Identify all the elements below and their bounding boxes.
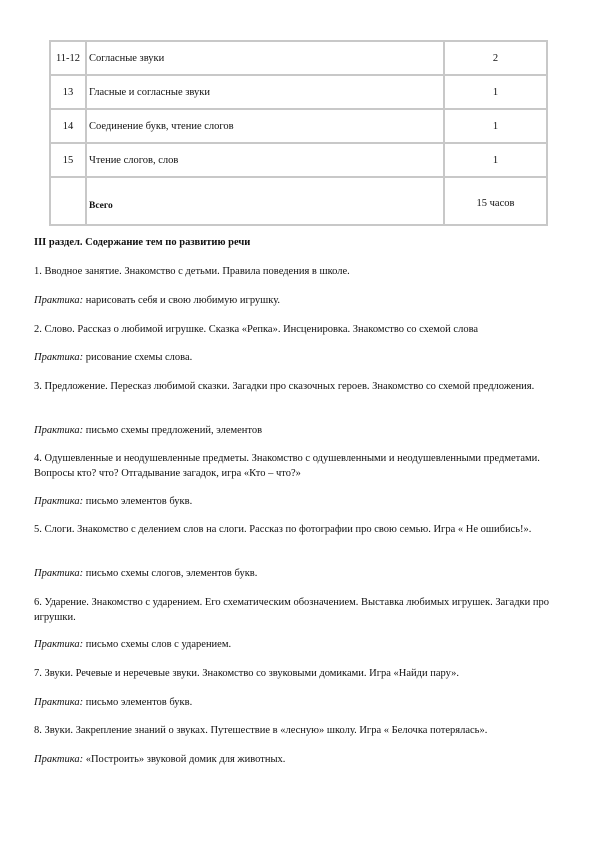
practice-text: рисование схемы слова. [83,352,193,363]
lesson-number: 14 [50,109,86,143]
table-row [50,143,547,177]
total-label: Всего [86,177,444,225]
topic-paragraph: 7. Звуки. Речевые и неречевые звуки. Знакомство со звуковыми домиками. Игра «Найди пару». [34,668,460,679]
practice-paragraph [34,293,564,308]
lesson-hours: 1 [444,75,547,109]
topic-paragraph: 6. Ударение. Знакомство с ударением. Его схематическим обозначением. Выставка любимых игрушек. Загадки про игрушки. [34,597,550,623]
practice-paragraph [34,752,564,767]
practice-paragraph [34,566,564,581]
lesson-hours: 2 [444,41,547,75]
lesson-number: 13 [50,75,86,109]
practice-paragraph [34,637,564,652]
practice-paragraph [34,494,564,509]
practice-text: письмо элементов букв. [83,496,193,507]
table-row [50,75,547,109]
practice-label: Практика: [34,496,84,507]
practice-paragraph [34,423,564,438]
topic-paragraph: 2. Слово. Рассказ о любимой игрушке. Сказка «Репка». Инсценировка. Знакомство со схемой слова [34,324,479,335]
topic-paragraph: 5. Слоги. Знакомство с делением слов на слоги. Рассказ по фотографии про свою семью. Игра « Не ошибись!». [34,524,532,535]
practice-text: «Построить» звуковой домик для животных. [83,754,286,765]
practice-text: письмо схемы слогов, элементов букв. [83,568,258,579]
practice-label: Практика: [34,754,84,765]
total-number [50,177,86,225]
hours-table [49,40,548,226]
lesson-topic: Гласные и согласные звуки [86,75,444,109]
practice-label: Практика: [34,425,84,436]
topic-paragraph: 4. Одушевленные и неодушевленные предметы. Знакомство с одушевленными и неодушевленными предметами. Вопросы кто? что? Отгадывание загадок, игра «Кто – что?» [34,453,540,479]
practice-text: письмо схемы предложений, элементов [83,425,263,436]
table-row [50,109,547,143]
practice-paragraph [34,695,564,710]
practice-paragraph [34,350,564,365]
total-hours: 15 часов [444,177,547,225]
practice-text: письмо элементов букв. [83,697,193,708]
topic-paragraph: 3. Предложение. Пересказ любимой сказки. Загадки про сказочных героев. Знакомство со схемой предложения. [34,381,535,392]
practice-text: письмо схемы слов с ударением. [83,639,232,650]
practice-label: Практика: [34,697,84,708]
practice-text: нарисовать себя и свою любимую игрушку. [83,295,281,306]
section-heading: III раздел. Содержание тем по развитию речи [34,237,251,248]
total-row [50,177,547,225]
lesson-topic: Соединение букв, чтение слогов [86,109,444,143]
lesson-number: 15 [50,143,86,177]
lesson-hours: 1 [444,109,547,143]
practice-label: Практика: [34,568,84,579]
topic-paragraph: 8. Звуки. Закрепление знаний о звуках. Путешествие в «лесную» школу. Игра « Белочка потерялась». [34,725,488,736]
lesson-hours: 1 [444,143,547,177]
lesson-topic: Согласные звуки [86,41,444,75]
lesson-number: 11-12 [50,41,86,75]
topic-paragraph: 1. Вводное занятие. Знакомство с детьми. Правила поведения в школе. [34,266,350,277]
practice-label: Практика: [34,295,84,306]
lesson-topic: Чтение слогов, слов [86,143,444,177]
practice-label: Практика: [34,639,84,650]
practice-label: Практика: [34,352,84,363]
table-row [50,41,547,75]
